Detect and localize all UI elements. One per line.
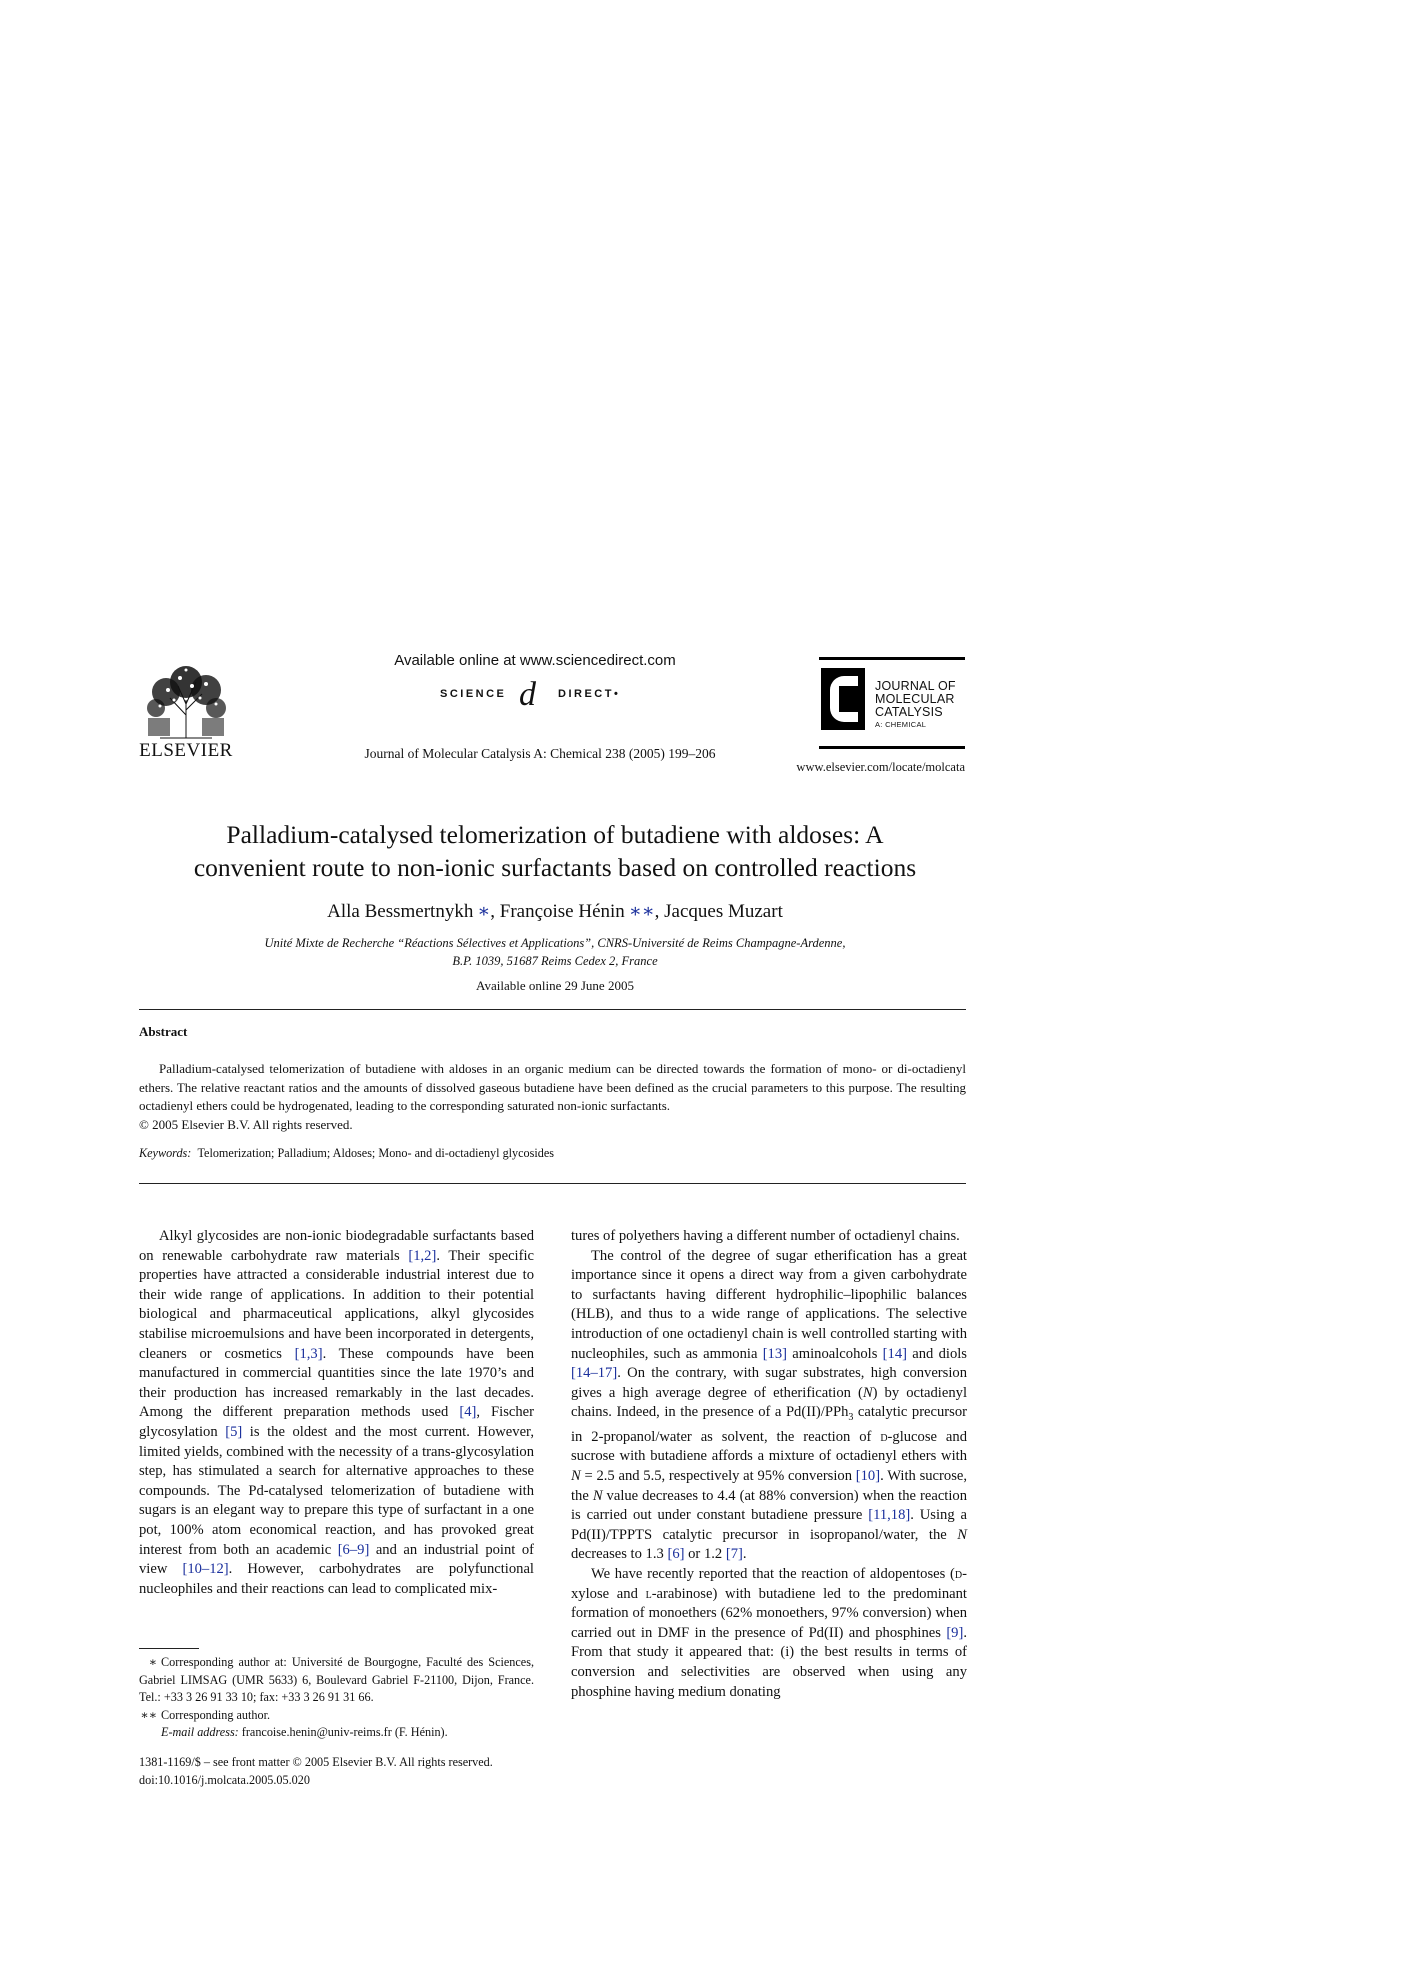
journal-logo-sub: A: CHEMICAL — [875, 720, 927, 729]
journal-logo-text — [875, 680, 956, 731]
footnote-divider — [139, 1648, 199, 1649]
keywords-list: Telomerization; Palladium; Aldoses; Mono- and di-octadienyl glycosides — [197, 1146, 555, 1160]
abstract-text: Palladium-catalysed telomerization of butadiene with aldoses in an organic medium can be directed towards the formation of mono- or di-octadienyl ethers. The relative reactant ratios and the amounts of dissolved gaseous butadiene have been defined as the crucial parameters to this purpose. The resulting octadienyl ethers could be hydrogenated, leading to the corresponding saturated non-ionic surfactants. — [139, 1061, 966, 1113]
body-paragraph: Alkyl glycosides are non-ionic biodegradable surfactants based on renewable carbohydrate raw materials [1,2]. Their specific properties have attracted a considerable industrial interest due to their wide range of applications. In addition to their potential biological and pharmaceutical applications, alkyl glycosides stabilise microemulsions and have been incorporated in detergents, cleaners or cosmetics [1,3]. These compounds have been manufactured in commercial quantities since the late 1970’s and their production has increased remarkably in the last decades. Among the different preparation methods used [4], Fischer glycosylation [5] is the oldest and the most current. However, limited yields, combined with the necessity of a trans-glycosylation step, has stimulated a search for alternative approaches to these compounds. The Pd-catalysed telomerization of butadiene with sugars is an elegant way to prepare this type of surfactant in a one pot, 100% atom economical reaction, and has provoked great interest from both an academic [6–9] and an industrial point of view [10–12]. However, carbohydrates are polyfunctional nucleophiles and their reactions can lead to complicated mix- — [139, 1228, 534, 1597]
citation-link[interactable]: [1,2] — [408, 1247, 437, 1264]
elsevier-logo — [138, 660, 234, 762]
email-link[interactable]: francoise.henin@univ-reims.fr (F. Hénin). — [238, 1725, 448, 1739]
keywords-label: Keywords: — [139, 1146, 192, 1160]
available-online-link[interactable]: Available online at www.sciencedirect.com — [394, 652, 676, 669]
sciencedirect-logo[interactable] — [430, 676, 650, 716]
front-matter-line: 1381-1169/$ – see front matter © 2005 Elsevier B.V. All rights reserved. — [139, 1755, 493, 1769]
title-line: Palladium-catalysed telomerization of butadiene with aldoses: A — [226, 820, 884, 849]
body-left-column — [139, 1227, 534, 1599]
sciencedirect-left: SCIENCE — [440, 688, 507, 700]
journal-logo-line: JOURNAL OF — [875, 679, 956, 693]
footnote-email: E-mail address: francoise.henin@univ-reims.fr (F. Hénin). — [161, 1725, 448, 1739]
body-paragraph: The control of the degree of sugar etherification has a great importance since it opens a direct way from a given carbohydrate to surfactants having different hydrophilic–lipophilic balances (HLB), and thus to a wide range of applications. The selective introduction of one octadienyl chain is well controlled starting with nucleophiles, such as ammonia [13] aminoalcohols [14] and diols [14–17]. On the contrary, with sugar substrates, high conversion gives a high average degree of etherification (N) by octadienyl chains. Indeed, in the presence of a Pd(II)/PPh$_3$ catalytic precursor in 2-propanol/water as solvent, the reaction of d-glucose and sucrose with butadiene affords a mixture of octadienyl ethers with N = 2.5 and 5.5, respectively at 95% conversion [10]. With sucrose, the N value decreases to 4.4 (at 88% conversion) when the reaction is carried out under constant butadiene pressure [11,18]. Using a Pd(II)/TPPTS catalytic precursor in isopropanol/water, the N decreases to 1.3 [6] or 1.2 [7]. — [571, 1247, 968, 1563]
journal-logo-line: CATALYSIS — [875, 705, 943, 719]
author-footnote-link[interactable]: ∗ — [477, 901, 491, 922]
footnotes — [139, 1654, 534, 1742]
citation-link[interactable]: [1,3] — [294, 1345, 323, 1362]
sciencedirect-glyph-icon: d — [519, 676, 536, 713]
citation-link[interactable]: [4] — [459, 1404, 477, 1421]
journal-logo — [819, 657, 965, 749]
title-line: convenient route to non-ionic surfactants based on controlled reactions — [193, 853, 917, 882]
citation-link[interactable]: [9] — [946, 1624, 964, 1641]
author-footnote-link[interactable]: ∗∗ — [628, 901, 655, 922]
affiliation-line: B.P. 1039, 51687 Reims Cedex 2, France — [452, 954, 658, 968]
citation-link[interactable]: [6–9] — [337, 1541, 370, 1558]
sciencedirect-right: DIRECT• — [558, 688, 621, 700]
article-title — [120, 818, 990, 884]
citation-link[interactable]: [11,18] — [868, 1507, 911, 1524]
citation-link[interactable]: [7] — [725, 1546, 743, 1563]
author-name: Alla Bessmertnykh — [327, 901, 474, 922]
author-name: Françoise Hénin — [499, 901, 625, 922]
front-matter — [139, 1754, 493, 1789]
author-name: Jacques Muzart — [664, 901, 783, 922]
citation-link[interactable]: [13] — [762, 1345, 788, 1362]
affiliation — [150, 934, 960, 970]
journal-logo-line: MOLECULAR — [875, 692, 955, 706]
citation-link[interactable]: [14] — [882, 1345, 907, 1362]
body-paragraph: tures of polyethers having a different number of octadienyl chains. — [571, 1228, 960, 1244]
author-list: Alla Bessmertnykh ∗, Françoise Hénin ∗∗, Jacques Muzart — [327, 901, 783, 922]
doi-link[interactable]: doi:10.1016/j.molcata.2005.05.020 — [139, 1772, 310, 1787]
abstract-heading: Abstract — [139, 1024, 188, 1039]
affiliation-line: Unité Mixte de Recherche “Réactions Sélectives et Applications”, CNRS-Université de Reims Champagne-Ardenne, — [264, 936, 846, 950]
divider — [139, 1009, 966, 1010]
footnote: ∗∗ Corresponding author. — [139, 1707, 534, 1725]
keywords — [139, 1146, 966, 1161]
journal-url-link[interactable]: www.elsevier.com/locate/molcata — [796, 760, 965, 774]
elsevier-wordmark: ELSEVIER — [139, 740, 233, 761]
abstract-copyright: © 2005 Elsevier B.V. All rights reserved. — [139, 1116, 353, 1132]
abstract-body — [139, 1060, 966, 1134]
citation-link[interactable]: [5] — [225, 1423, 243, 1440]
journal-c-icon — [821, 668, 865, 730]
citation-link[interactable]: [6] — [667, 1546, 685, 1563]
journal-citation: Journal of Molecular Catalysis A: Chemical 238 (2005) 199–206 — [364, 746, 716, 761]
footnote: ∗ Corresponding author at: Université de Bourgogne, Faculté des Sciences, Gabriel LIMSAG (UMR 5633) 6, Boulevard Gabriel F-21100, Dijon, France. Tel.: +33 3 26 91 33 10; fax: +33 3 26 91 31 66. — [139, 1655, 534, 1704]
footnote-mark: ∗∗ — [140, 1707, 157, 1722]
divider — [139, 1183, 966, 1184]
body-right-column — [571, 1227, 967, 1702]
available-online-date: Available online 29 June 2005 — [476, 978, 634, 993]
footnote-mark: ∗ — [148, 1655, 157, 1669]
elsevier-tree-icon — [140, 660, 232, 740]
citation-link[interactable]: [10] — [855, 1468, 881, 1485]
body-paragraph: We have recently reported that the reaction of aldopentoses (d-xylose and l-arabinose) with butadiene led to the predominant formation of monoethers (62% monoethers, 97% conversion) when carried out in DMF in the presence of Pd(II) and phosphines [9]. From that study it appeared that: (i) the best results in terms of conversion and selectivities are observed when using any phosphine having medium donating — [571, 1566, 967, 1700]
citation-link[interactable]: [14–17] — [571, 1365, 618, 1382]
citation-link[interactable]: [10–12] — [182, 1561, 229, 1578]
